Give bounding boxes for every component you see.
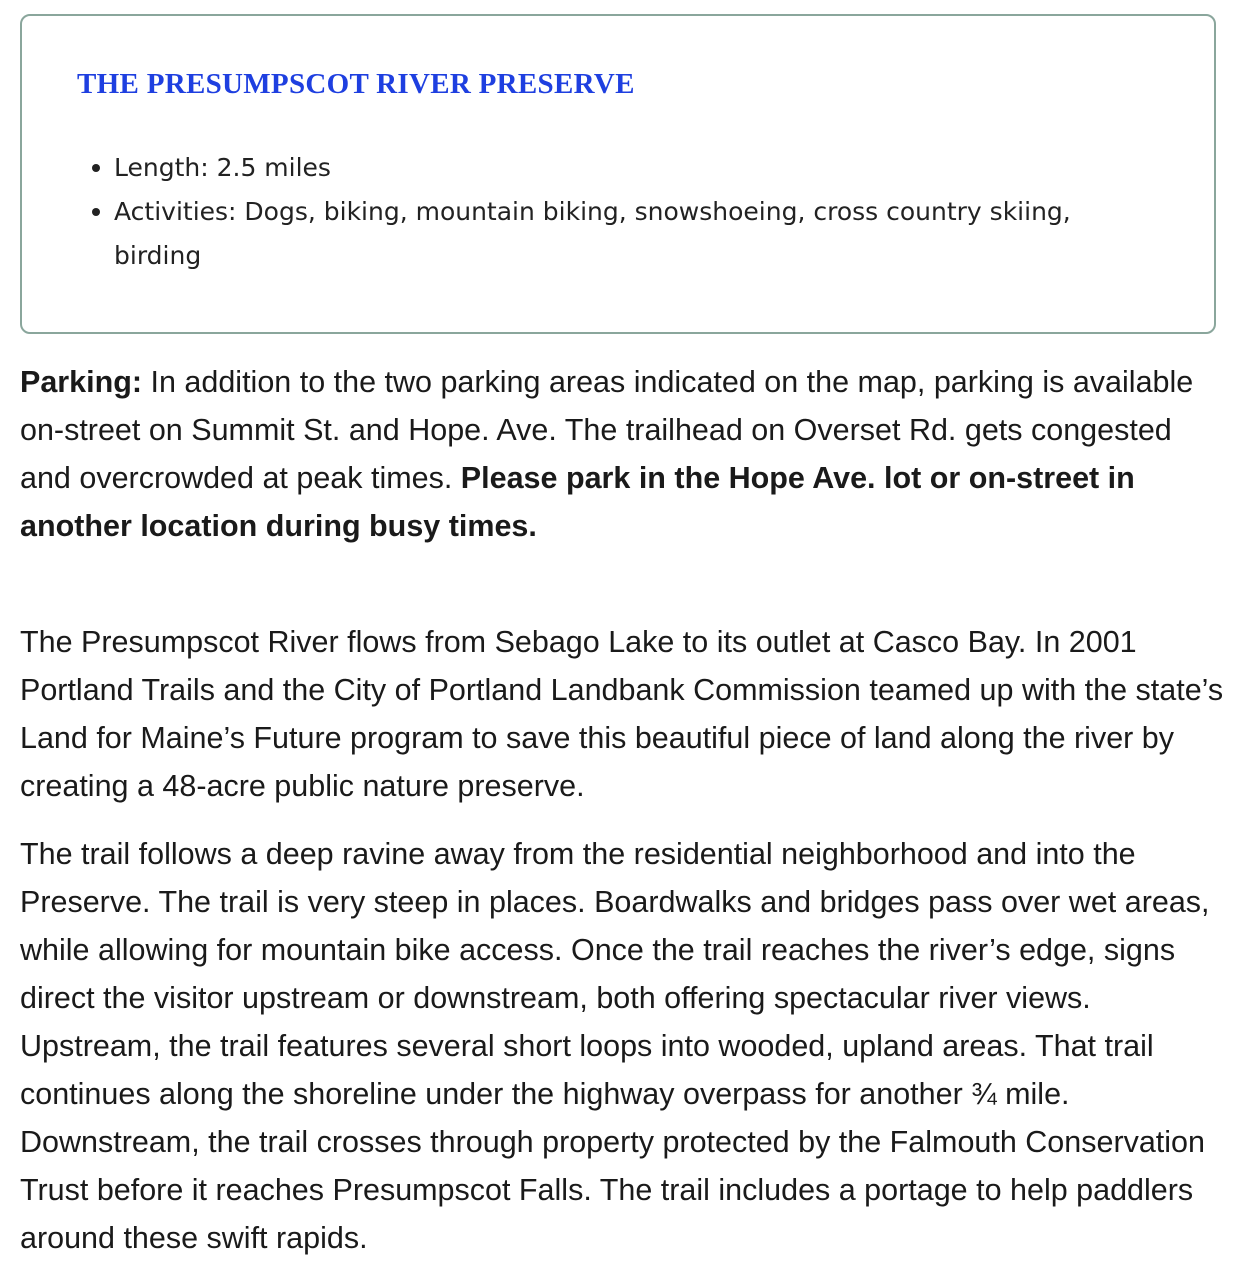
parking-paragraph xyxy=(20,358,1225,550)
trail-description-paragraph: The trail follows a deep ravine away from the residential neighborhood and into the Preserve. The trail is very steep in places. Boardwalks and bridges pass over wet areas, while allowing for mountain bike access. Once the trail reaches the river’s edge, signs direct the visitor upstream or downstream, both offering spectacular river views. Upstream, the trail features several short loops into wooded, upland areas. That trail continues along the shoreline under the highway overpass for another ¾ mile. Downstream, the trail crosses through property protected by the Falmouth Conservation Trust before it reaches Presumpscot Falls. The trail includes a portage to help paddlers around these swift rapids. xyxy=(20,837,1210,1255)
intro-paragraph: The Presumpscot River flows from Sebago Lake to its outlet at Casco Bay. In 2001 Portland Trails and the City of Portland Landbank Commission teamed up with the state’s Land for Maine’s Future program to save this beautiful piece of land along the river by creating a 48-acre public nature preserve. xyxy=(20,625,1224,803)
parking-emphasis: Please park in the Hope Ave. lot or on-street in another location during busy times. xyxy=(20,461,1135,543)
preserve-facts-list xyxy=(92,146,1092,278)
preserve-info-box xyxy=(20,14,1216,334)
fact-activities: Activities: Dogs, biking, mountain biking, snowshoeing, cross country skiing, birding xyxy=(92,190,1092,278)
parking-text: In addition to the two parking areas indicated on the map, parking is available on-street on Summit St. and Hope. Ave. The trailhead on Overset Rd. gets congested and overcrowded at peak times. xyxy=(20,365,1194,495)
fact-length: Length: 2.5 miles xyxy=(92,146,1092,190)
parking-label: Parking: xyxy=(20,365,143,399)
preserve-title: THE PRESUMPSCOT RIVER PRESERVE xyxy=(77,68,635,100)
